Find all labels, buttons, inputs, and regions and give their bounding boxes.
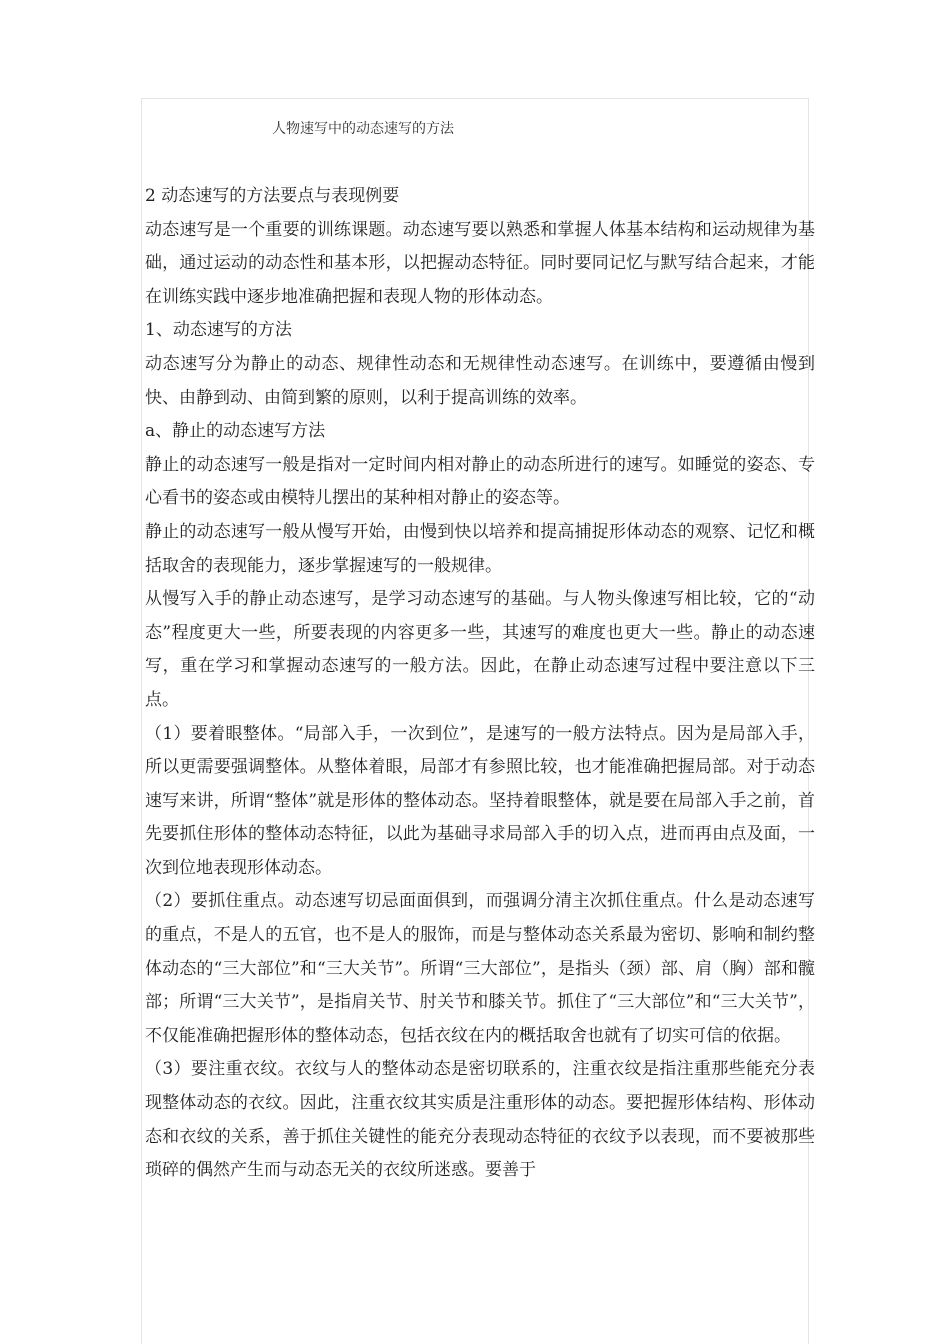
paragraph: 从慢写入手的静止动态速写，是学习动态速写的基础。与人物头像速写相比较，它的“动态”程度更大一些，所要表现的内容更多一些，其速写的难度也更大一些。静止的动态速写，重在学习和掌握动态速写的一般方法。因此，在静止动态速写过程中要注意以下三点。 bbox=[145, 589, 815, 710]
paragraph: （3）要注重衣纹。衣纹与人的整体动态是密切联系的，注重衣纹是指注重那些能充分表现整体动态的衣纹。因此，注重衣纹其实质是注重形体的动态。要把握形体结构、形体动态和衣纹的关系，善于抓住关键性的能充分表现动态特征的衣纹予以表现，而不要被那些琐碎的偶然产生而与动态无关的衣纹所迷惑。要善于 bbox=[145, 1059, 815, 1181]
paragraph: 动态速写是一个重要的训练课题。动态速写要以熟悉和掌握人体基本结构和运动规律为基础，通过运动的动态性和基本形，以把握动态特征。同时要同记忆与默写结合起来，才能在训练实践中逐步地准确把握和表现人物的形体动态。 bbox=[145, 219, 815, 307]
paragraph: （2）要抓住重点。动态速写切忌面面俱到，而强调分清主次抓住重点。什么是动态速写的重点，不是人的五官，也不是人的服饰，而是与整体动态关系最为密切、影响和制约整体动态的“三大部位”和“三大关节”。所谓“三大部位”，是指头（颈）部、肩（胸）部和髋部；所谓“三大关节”，是指肩关节、肘关节和膝关节。抓住了“三大部位”和“三大关节”，不仅能准确把握形体的整体动态，包括衣纹在内的概括取舍也就有了切实可信的依据。 bbox=[145, 891, 815, 1046]
section-heading: 2 动态速写的方法要点与表现例要 bbox=[145, 186, 400, 206]
section-heading: a、静止的动态速写方法 bbox=[145, 421, 326, 442]
paragraph: 静止的动态速写一般从慢写开始，由慢到快以培养和提高捕捉形体动态的观察、记忆和概括取舍的表现能力，逐步掌握速写的一般规律。 bbox=[145, 521, 815, 576]
document-title: 人物速写中的动态速写的方法 bbox=[272, 121, 454, 137]
section-heading: 1、动态速写的方法 bbox=[145, 320, 292, 341]
paragraph: 动态速写分为静止的动态、规律性动态和无规律性动态速写。在训练中，要遵循由慢到快、由静到动、由简到繁的原则，以利于提高训练的效率。 bbox=[145, 353, 815, 408]
paragraph: （1）要着眼整体。“局部入手，一次到位”，是速写的一般方法特点。因为是局部入手，所以更需要强调整体。从整体着眼，局部才有参照比较，也才能准确把握局部。对于动态速写来讲，所谓“整体”就是形体的整体动态。坚持着眼整体，就是要在局部入手之前，首先要抓住形体的整体动态特征，以此为基础寻求局部入手的切入点，进而再由点及面，一次到位地表现形体动态。 bbox=[145, 723, 815, 878]
paragraph: 静止的动态速写一般是指对一定时间内相对静止的动态所进行的速写。如睡觉的姿态、专心看书的姿态或由模特儿摆出的某种相对静止的姿态等。 bbox=[145, 454, 815, 509]
document-body bbox=[145, 180, 815, 1188]
